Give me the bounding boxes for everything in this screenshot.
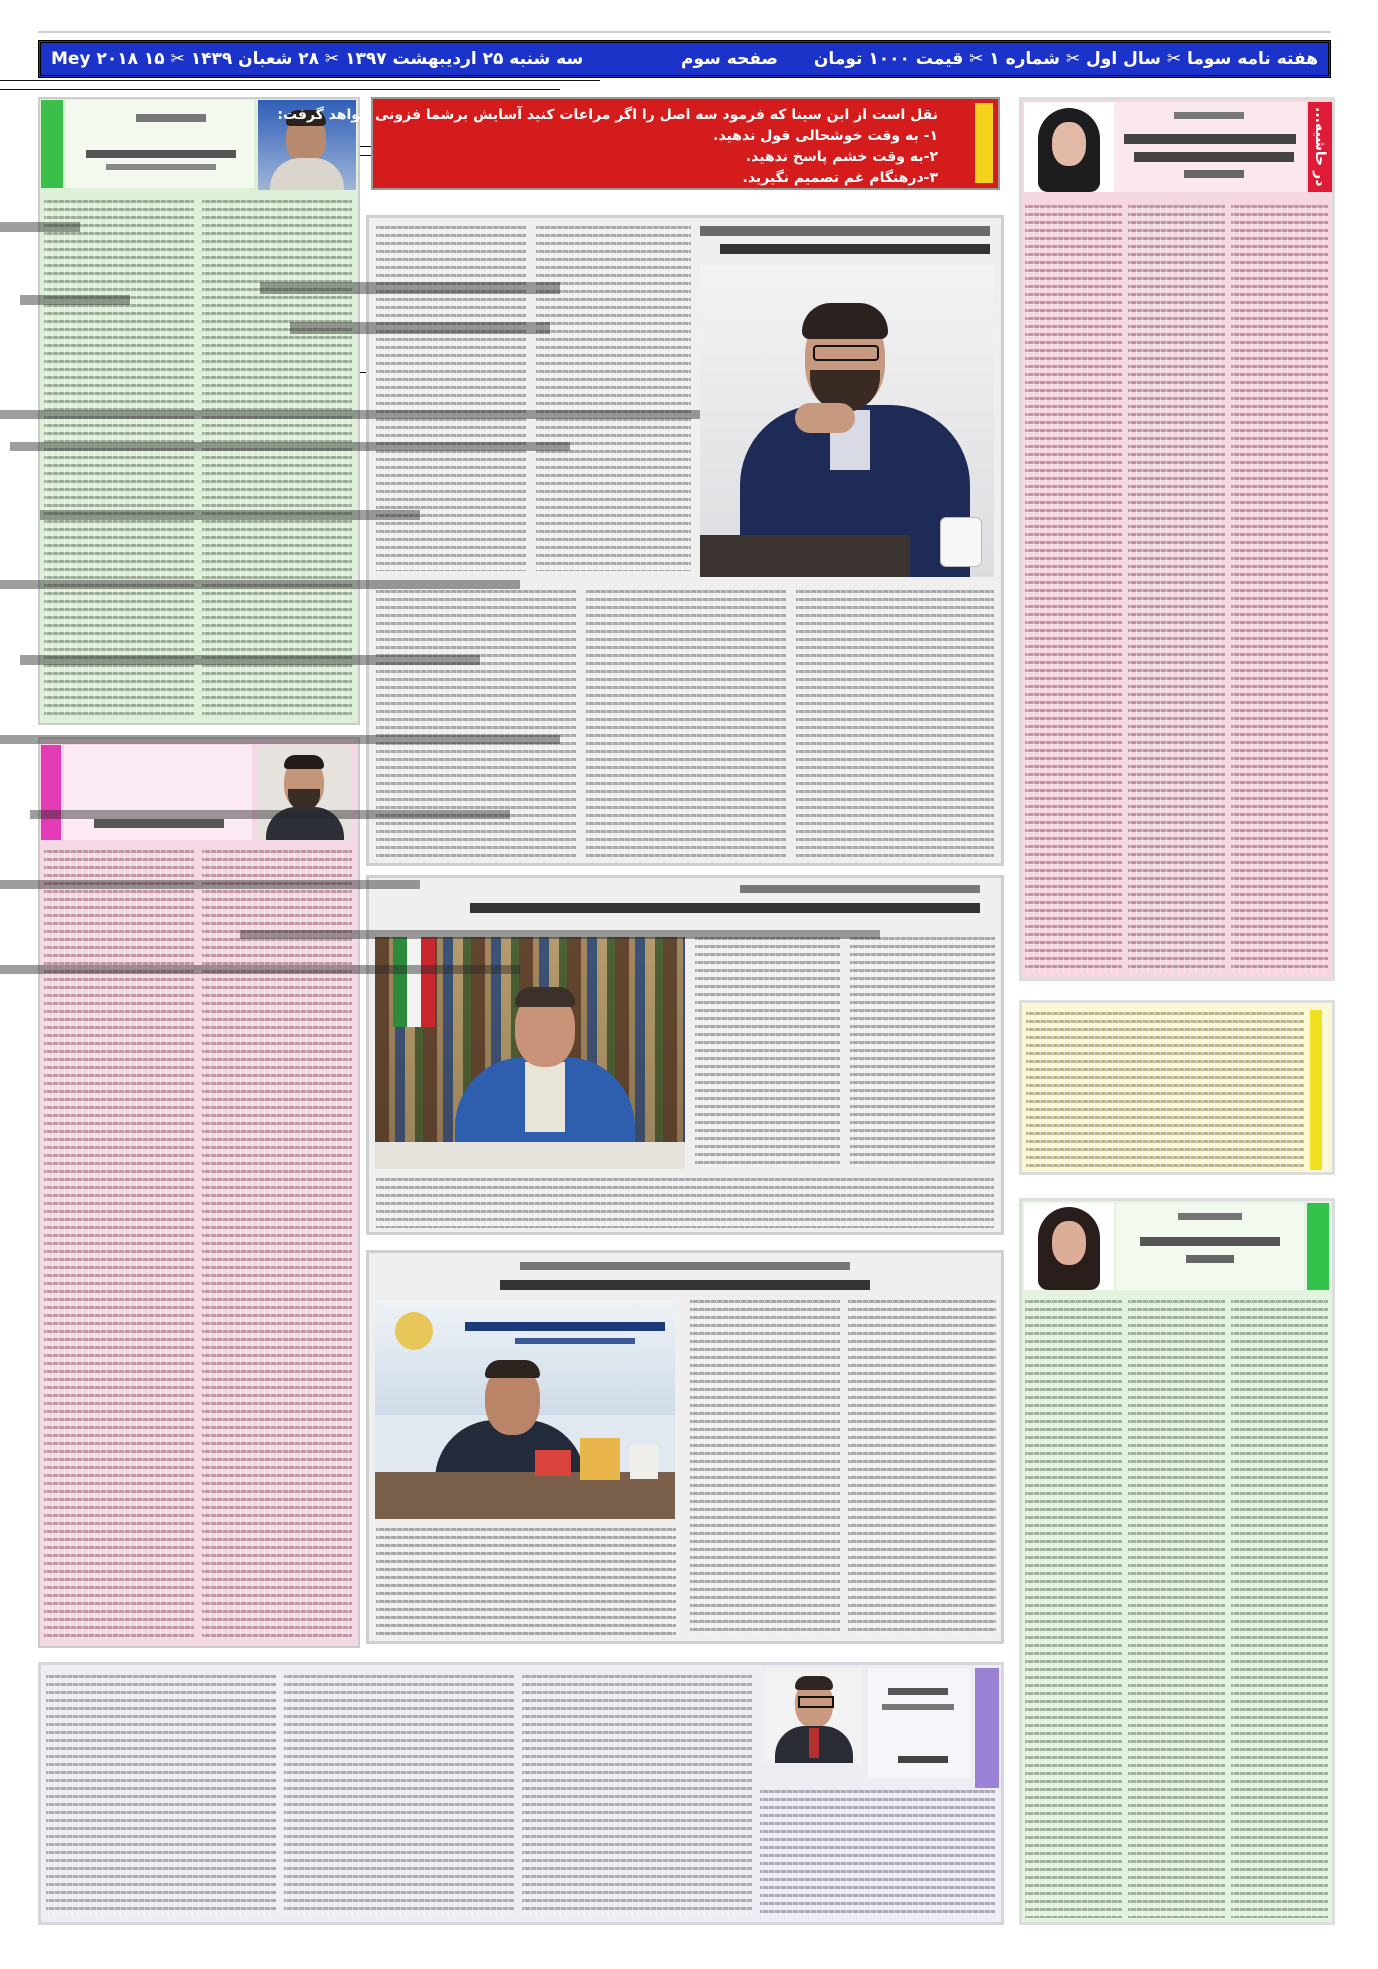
overprint-artifact (0, 222, 80, 232)
article-text-column (44, 200, 194, 715)
left-bottom-byline-box (64, 745, 252, 840)
overprint-artifact (20, 295, 130, 305)
article-text-column (376, 1178, 994, 1228)
left-top-section-tag (41, 100, 63, 188)
masthead-title: هفته نامه سوما ✂ سال اول ✂ شماره ۱ ✂ قیمت ۱۰۰۰ تومان (813, 49, 1318, 69)
overprint-artifact (20, 655, 480, 665)
overprint-artifact (290, 322, 550, 334)
bottom-section-tag (975, 1668, 999, 1788)
yellow-accent-strip (1310, 1010, 1322, 1170)
top-rule (38, 31, 1331, 33)
quote-item: ۱- به وقت خوشحالی قول ندهید. (713, 128, 938, 144)
masthead-bar (38, 40, 1331, 78)
article-text-column (1128, 1300, 1225, 1918)
article-text-column (46, 1675, 276, 1915)
byline-headline (1134, 152, 1294, 162)
overprint-artifact (0, 410, 700, 419)
page-number: صفحه سوم (681, 49, 778, 69)
article-text-column (376, 1528, 676, 1636)
byline-name (888, 1688, 948, 1695)
article-text-column (202, 200, 352, 715)
overprint-artifact (40, 510, 420, 520)
article-text-column (536, 226, 691, 571)
quote-item: ۳-درهنگام غم تصمیم نگیرید. (742, 170, 938, 186)
byline-headline (1140, 1237, 1280, 1246)
article-headline (700, 226, 990, 236)
bottom-byline-box (868, 1668, 970, 1778)
author-photo (765, 1668, 862, 1763)
article-text-column (1128, 205, 1225, 973)
left-bottom-section-tag (41, 745, 61, 840)
byline-headline (1184, 170, 1244, 178)
third-article-photo (375, 1300, 675, 1519)
overprint-artifact (30, 810, 510, 819)
article-headline (470, 903, 980, 913)
scan-line (0, 89, 560, 90)
author-photo (1024, 102, 1114, 192)
overprint-artifact (0, 880, 420, 889)
byline-title (898, 1756, 948, 1763)
byline-title (106, 164, 216, 170)
issue-date: سه شنبه ۲۵ اردیبهشت ۱۳۹۷ ✂ ۲۸ شعبان ۱۴۳۹ ✂ ۱۵ Mey ۲۰۱۸ (51, 49, 584, 69)
article-text-column (1026, 1012, 1304, 1167)
article-text-column (586, 590, 786, 858)
author-photo (1024, 1203, 1114, 1290)
overprint-artifact (10, 442, 570, 451)
article-text-column (850, 937, 995, 1167)
quote-intro: نقل است از ابن سینا که فرمود سه اصل را اگر مراعات کنید آسایش برشما فزونی خواهد گرفت: (277, 107, 938, 123)
byline-title (882, 1704, 954, 1710)
quote-accent-strip (975, 103, 993, 183)
byline-title (86, 150, 236, 158)
article-text-column (690, 1300, 840, 1635)
byline-name (1178, 1213, 1242, 1220)
byline-headline (1124, 134, 1296, 144)
byline-name (136, 114, 206, 122)
article-text-column (848, 1300, 996, 1635)
article-text-column (522, 1675, 752, 1915)
right-bottom-byline-box (1116, 1203, 1304, 1290)
byline-name (94, 819, 224, 828)
article-text-column (1231, 205, 1328, 973)
article-headline (720, 244, 990, 254)
article-headline (740, 885, 980, 893)
left-top-byline-box (66, 100, 254, 188)
article-text-column (695, 937, 840, 1167)
article-text-column (1231, 1300, 1328, 1918)
main-article-photo (700, 265, 994, 577)
overprint-artifact (0, 735, 560, 744)
overprint-artifact (0, 965, 520, 974)
article-text-column (284, 1675, 514, 1915)
article-headline (520, 1262, 850, 1270)
article-text-column (1025, 1300, 1122, 1918)
overprint-artifact (260, 282, 560, 294)
author-photo (258, 745, 352, 840)
right-bottom-section-tag (1307, 1203, 1329, 1290)
overprint-artifact (240, 930, 880, 939)
article-text-column (796, 590, 994, 858)
byline-name (1174, 112, 1244, 119)
article-headline (500, 1280, 870, 1290)
scan-line (0, 80, 600, 81)
article-text-column (1025, 205, 1122, 973)
article-text-column (760, 1790, 995, 1915)
quote-box (277, 97, 1000, 190)
right-top-section-tag: در حاشیه... (1308, 102, 1332, 192)
overprint-artifact (0, 580, 520, 589)
byline-headline (1186, 1255, 1234, 1263)
right-top-byline-box (1114, 102, 1306, 192)
quote-item: ۲-به وقت خشم پاسخ ندهید. (745, 149, 938, 165)
